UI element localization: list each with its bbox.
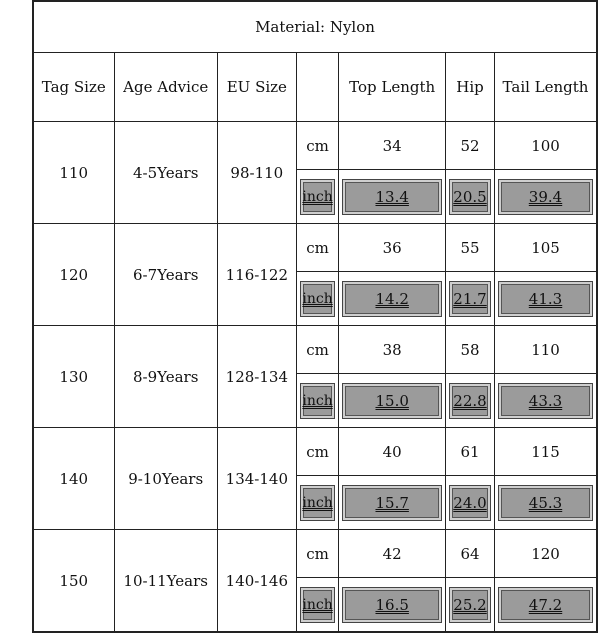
eu-size-cell: 134-140 bbox=[217, 428, 296, 530]
tail-length-inch-cell-wrapper bbox=[495, 374, 597, 428]
tail-length-inch-cell-wrapper bbox=[495, 272, 597, 326]
unit-inch-cell: inch bbox=[300, 383, 336, 419]
tag-size-cell: 110 bbox=[33, 122, 114, 224]
size-chart bbox=[32, 0, 598, 614]
table-row-cm bbox=[33, 530, 597, 578]
hip-inch-cell-wrapper bbox=[445, 578, 494, 633]
top-length-cm-cell: 36 bbox=[339, 224, 446, 272]
unit-inch-cell-wrapper bbox=[296, 476, 339, 530]
unit-inch-cell: inch bbox=[300, 179, 336, 215]
table-row-cm bbox=[33, 122, 597, 170]
hip-cm-cell: 58 bbox=[445, 326, 494, 374]
header-tag-size: Tag Size bbox=[33, 53, 114, 122]
top-length-inch-cell: 15.0 bbox=[342, 383, 442, 419]
tail-length-cm-cell: 115 bbox=[495, 428, 597, 476]
unit-cm-cell: cm bbox=[296, 326, 339, 374]
hip-inch-cell-wrapper bbox=[445, 272, 494, 326]
tag-size-cell: 130 bbox=[33, 326, 114, 428]
hip-inch-cell: 24.0 bbox=[449, 485, 491, 521]
top-length-inch-cell: 14.2 bbox=[342, 281, 442, 317]
top-length-inch-cell: 16.5 bbox=[342, 587, 442, 623]
unit-inch-cell: inch bbox=[300, 281, 336, 317]
age-advice-cell: 6-7Years bbox=[114, 224, 217, 326]
eu-size-cell: 116-122 bbox=[217, 224, 296, 326]
header-row bbox=[33, 53, 597, 122]
header-top-length: Top Length bbox=[339, 53, 446, 122]
hip-cm-cell: 61 bbox=[445, 428, 494, 476]
top-length-inch-cell: 15.7 bbox=[342, 485, 442, 521]
unit-inch-cell-wrapper bbox=[296, 374, 339, 428]
age-advice-cell: 9-10Years bbox=[114, 428, 217, 530]
eu-size-cell: 98-110 bbox=[217, 122, 296, 224]
hip-cm-cell: 64 bbox=[445, 530, 494, 578]
unit-cm-cell: cm bbox=[296, 428, 339, 476]
unit-inch-cell: inch bbox=[300, 587, 336, 623]
hip-inch-cell-wrapper bbox=[445, 374, 494, 428]
unit-cm-cell: cm bbox=[296, 530, 339, 578]
table-row-cm bbox=[33, 224, 597, 272]
tail-length-cm-cell: 100 bbox=[495, 122, 597, 170]
tag-size-cell: 140 bbox=[33, 428, 114, 530]
top-length-inch-cell-wrapper bbox=[339, 476, 446, 530]
unit-inch-cell-wrapper bbox=[296, 578, 339, 633]
tail-length-inch-cell-wrapper bbox=[495, 170, 597, 224]
hip-inch-cell-wrapper bbox=[445, 476, 494, 530]
top-length-cm-cell: 42 bbox=[339, 530, 446, 578]
hip-inch-cell: 22.8 bbox=[449, 383, 491, 419]
age-advice-cell: 4-5Years bbox=[114, 122, 217, 224]
header-age-advice: Age Advice bbox=[114, 53, 217, 122]
table-row-cm bbox=[33, 428, 597, 476]
header-unit bbox=[296, 53, 339, 122]
top-length-cm-cell: 40 bbox=[339, 428, 446, 476]
eu-size-cell: 140-146 bbox=[217, 530, 296, 633]
age-advice-cell: 10-11Years bbox=[114, 530, 217, 633]
top-length-inch-cell-wrapper bbox=[339, 578, 446, 633]
tag-size-cell: 120 bbox=[33, 224, 114, 326]
tail-length-inch-cell-wrapper bbox=[495, 476, 597, 530]
unit-cm-cell: cm bbox=[296, 224, 339, 272]
hip-inch-cell: 25.2 bbox=[449, 587, 491, 623]
unit-inch-cell-wrapper bbox=[296, 272, 339, 326]
age-advice-cell: 8-9Years bbox=[114, 326, 217, 428]
table-body bbox=[33, 122, 597, 633]
hip-cm-cell: 55 bbox=[445, 224, 494, 272]
top-length-inch-cell-wrapper bbox=[339, 170, 446, 224]
table-row-cm bbox=[33, 326, 597, 374]
header-hip: Hip bbox=[445, 53, 494, 122]
tail-length-cm-cell: 120 bbox=[495, 530, 597, 578]
hip-cm-cell: 52 bbox=[445, 122, 494, 170]
size-chart-table bbox=[32, 0, 598, 633]
top-length-inch-cell-wrapper bbox=[339, 374, 446, 428]
header-eu-size: EU Size bbox=[217, 53, 296, 122]
tail-length-inch-cell: 45.3 bbox=[498, 485, 593, 521]
unit-inch-cell-wrapper bbox=[296, 170, 339, 224]
hip-inch-cell: 20.5 bbox=[449, 179, 491, 215]
tag-size-cell: 150 bbox=[33, 530, 114, 633]
header-tail-length: Tail Length bbox=[495, 53, 597, 122]
unit-inch-cell: inch bbox=[300, 485, 336, 521]
tail-length-inch-cell: 47.2 bbox=[498, 587, 593, 623]
hip-inch-cell: 21.7 bbox=[449, 281, 491, 317]
tail-length-inch-cell: 43.3 bbox=[498, 383, 593, 419]
tail-length-inch-cell: 41.3 bbox=[498, 281, 593, 317]
tail-length-cm-cell: 105 bbox=[495, 224, 597, 272]
table-title: Material: Nylon bbox=[33, 1, 597, 53]
top-length-inch-cell-wrapper bbox=[339, 272, 446, 326]
tail-length-inch-cell-wrapper bbox=[495, 578, 597, 633]
top-length-cm-cell: 34 bbox=[339, 122, 446, 170]
unit-cm-cell: cm bbox=[296, 122, 339, 170]
eu-size-cell: 128-134 bbox=[217, 326, 296, 428]
top-length-inch-cell: 13.4 bbox=[342, 179, 442, 215]
top-length-cm-cell: 38 bbox=[339, 326, 446, 374]
tail-length-cm-cell: 110 bbox=[495, 326, 597, 374]
tail-length-inch-cell: 39.4 bbox=[498, 179, 593, 215]
hip-inch-cell-wrapper bbox=[445, 170, 494, 224]
